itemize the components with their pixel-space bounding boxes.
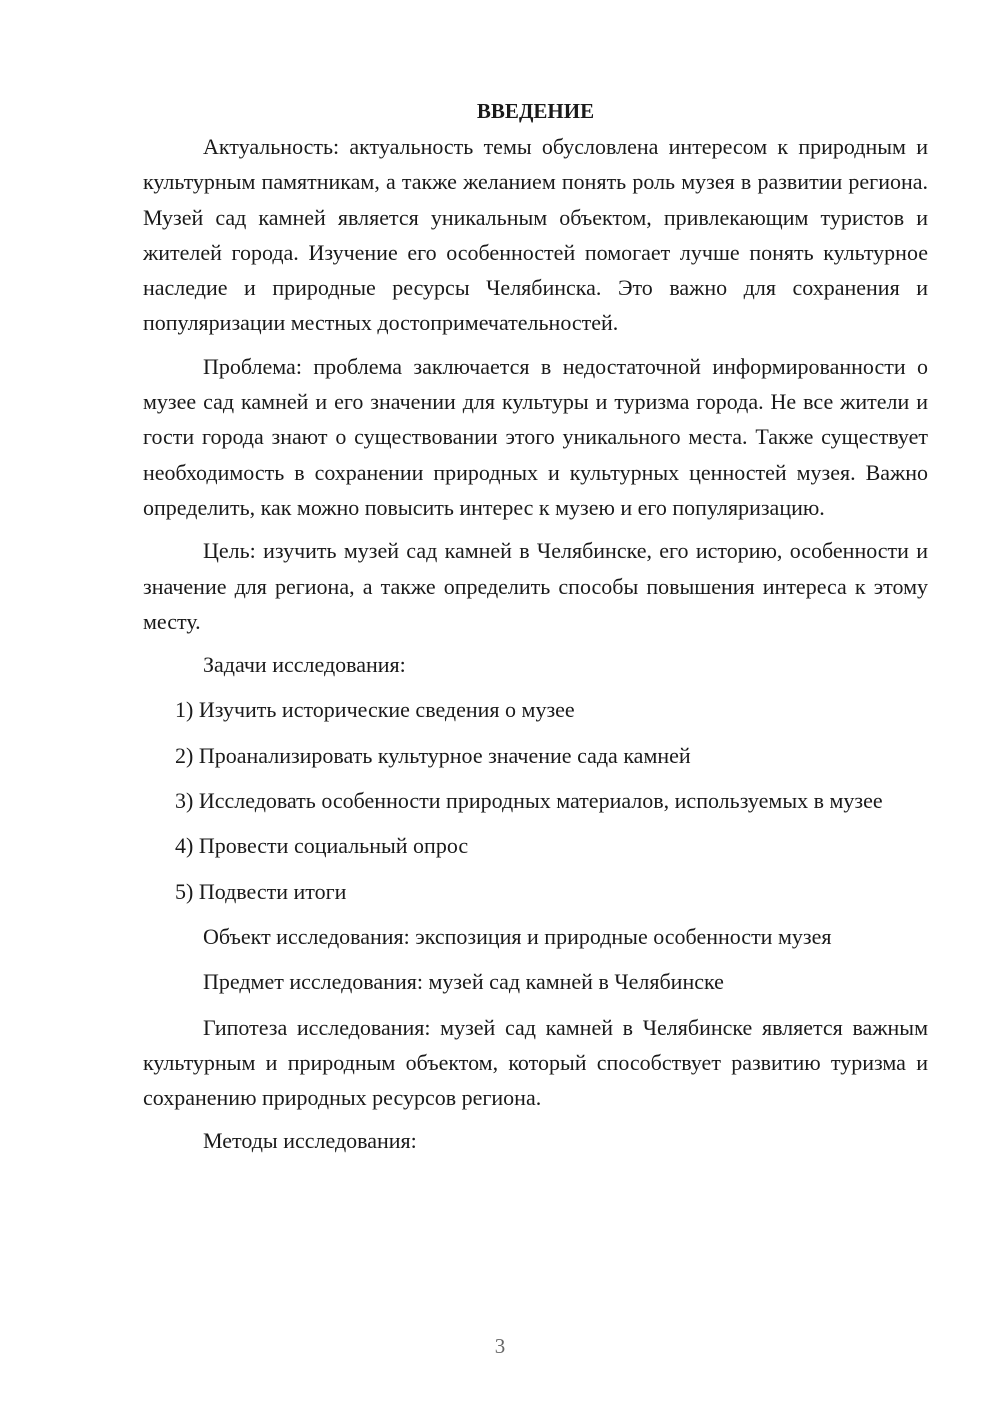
page-title: ВВЕДЕНИЕ — [476, 99, 595, 123]
relevance-paragraph: Актуальность: актуальность темы обусловлена интересом к природным и культурным памятникам, а также желанием понять роль музея в развитии региона. Музей сад камней является уникальным объектом, привлекающим туристов и жителей города. Изучение его особенностей помогает лучше понять культурное наследие и природные ресурсы Челябинска. Это важно для сохранения и популяризации местных достопримечательностей. — [143, 134, 928, 336]
research-subject: Предмет исследования: музей сад камней в Челябинске — [203, 969, 724, 995]
list-item: 5) Подвести итоги — [175, 878, 347, 904]
tasks-heading: Задачи исследования: — [203, 652, 406, 678]
tasks-list — [143, 692, 928, 908]
list-item: 3) Исследовать особенности природных материалов, используемых в музее — [175, 788, 883, 814]
list-item: 1) Изучить исторические сведения о музее — [175, 697, 575, 723]
list-item: 2) Проанализировать культурное значение сада камней — [175, 742, 691, 768]
goal-paragraph: Цель: изучить музей сад камней в Челябинске, его историю, особенности и значение для региона, а также определить способы повышения интереса к этому месту. — [143, 538, 928, 634]
research-object: Объект исследования: экспозиция и природные особенности музея — [203, 923, 832, 949]
document-page — [143, 95, 928, 1169]
problem-paragraph: Проблема: проблема заключается в недостаточной информированности о музее сад камней и его значении для культуры и туризма города. Не все жители и гости города знают о существовании этого уникального места. Также существует необходимость в сохранении природных и культурных ценностей музея. Важно определить, как можно повысить интерес к музею и его популяризацию. — [143, 353, 928, 520]
list-item: 4) Провести социальный опрос — [175, 833, 469, 859]
research-hypothesis: Гипотеза исследования: музей сад камней в Челябинске является важным культурным и природным объектом, который способствует развитию туризма и сохранению природных ресурсов региона. — [143, 1014, 928, 1111]
page-number: 3 — [494, 1334, 506, 1358]
research-methods: Методы исследования: — [203, 1128, 417, 1154]
